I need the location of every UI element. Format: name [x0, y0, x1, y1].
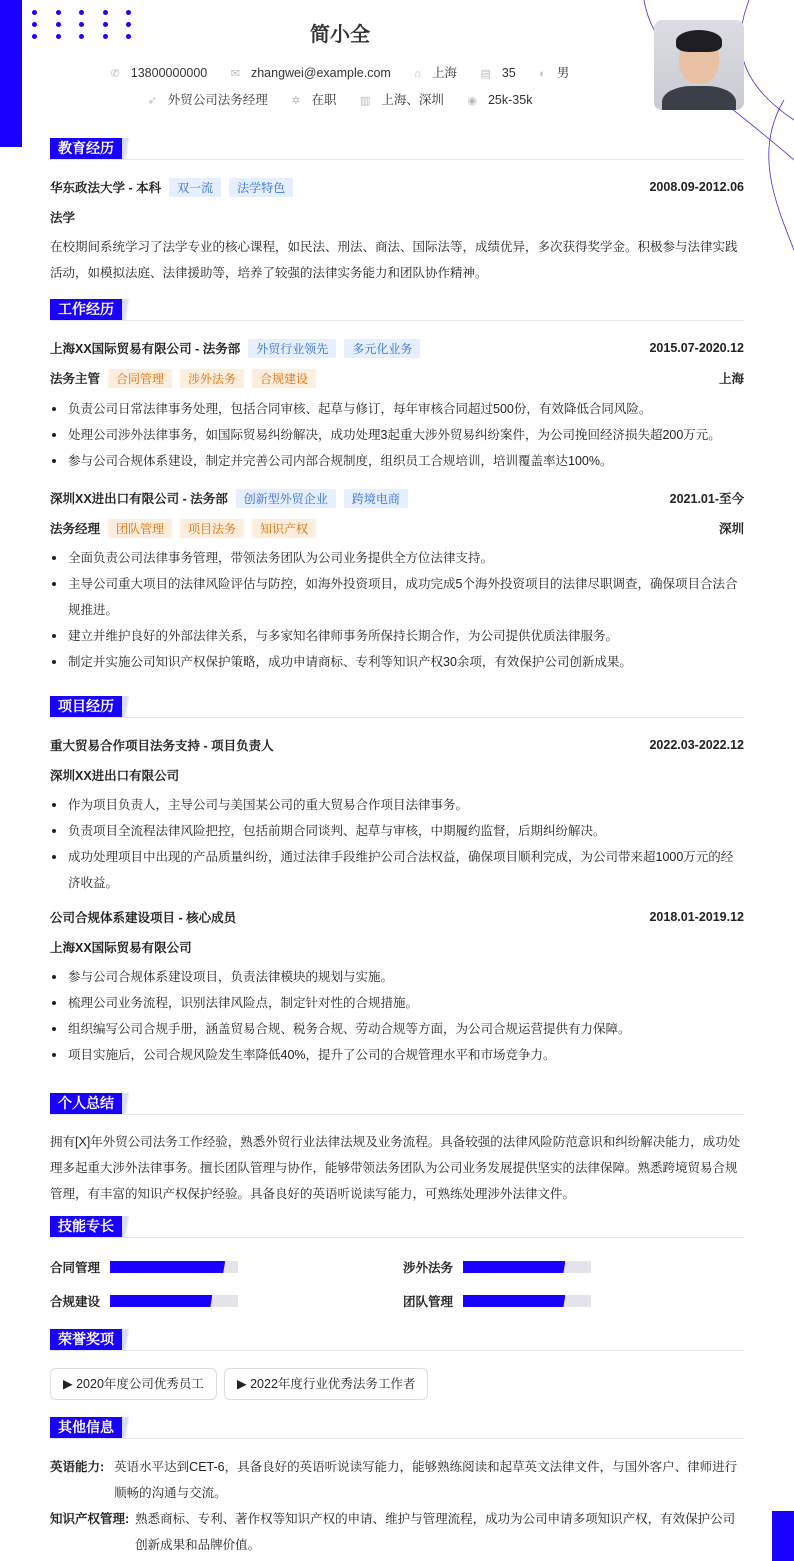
skill-name: 合同管理	[50, 1261, 101, 1275]
tag: 创新型外贸企业	[236, 489, 336, 508]
decor-bar-right	[772, 1511, 794, 1561]
list-item: 成功处理项目中出现的产品质量纠纷，通过法律手段维护公司合法权益，确保项目顺利完成，为公司带来超1000万元的经济收益。	[50, 844, 744, 896]
list-item: 负责项目全流程法律风险把控，包括前期合同谈判、起草与审核，中期履约监督，后期纠纷解决。	[50, 818, 744, 844]
section-projects	[50, 696, 744, 718]
summary-text: 拥有[X]年外贸公司法务工作经验，熟悉外贸行业法律法规及业务流程。具备较强的法律风险防范意识和纠纷解决能力，成功处理多起重大涉外法律事务。擅长团队管理与协作，能够带领法务团队为公司业务发展提供坚实的法律保障。熟悉跨境贸易合规管理，有丰富的知识产权保护经验。具备良好的英语听说读写能力，可熟练处理涉外法律文件。	[50, 1135, 741, 1201]
tag: 外贸行业领先	[248, 339, 336, 358]
other-item	[50, 1506, 744, 1558]
status: 在职	[311, 93, 337, 107]
email-icon: ✉	[230, 68, 240, 80]
salary-icon: ◉	[467, 95, 477, 107]
tag: 双一流	[169, 178, 221, 197]
status-icon: ✲	[291, 95, 301, 107]
section-awards	[50, 1329, 744, 1351]
list-item: 参与公司合规体系建设，制定并完善公司内部合规制度，组织员工合规培训，培训覆盖率达100%。	[50, 448, 744, 474]
tag: 项目法务	[180, 519, 244, 538]
skill-item	[403, 1292, 591, 1310]
date: 2008.09-2012.06	[649, 180, 744, 194]
project-company: 上海XX国际贸易有限公司	[50, 941, 192, 955]
list-item: 负责公司日常法律事务处理，包括合同审核、起草与修订，每年审核合同超过500份，有效降低合同风险。	[50, 396, 744, 422]
skill-bar	[110, 1261, 238, 1273]
tag: 知识产权	[252, 519, 316, 538]
skill-name: 团队管理	[403, 1295, 454, 1309]
email: zhangwei@example.com	[250, 66, 391, 80]
salary: 25k-35k	[487, 93, 533, 107]
list-item: 制定并实施公司知识产权保护策略，成功申请商标、专利等知识产权30余项，有效保护公司创新成果。	[50, 649, 744, 675]
tag: 跨境电商	[344, 489, 408, 508]
skill-bar	[463, 1295, 591, 1307]
skill-bar-fill	[110, 1295, 212, 1307]
tag: 合规建设	[252, 369, 316, 388]
section-title: 项目经历	[50, 696, 122, 717]
tag: 多元化业务	[344, 339, 420, 358]
date: 2021.01-至今	[669, 492, 744, 506]
section-title: 个人总结	[50, 1093, 122, 1114]
city: 上海	[431, 66, 457, 80]
tag: 团队管理	[108, 519, 172, 538]
other-item	[50, 1454, 744, 1506]
list-item: 主导公司重大项目的法律风险评估与防控，如海外投资项目，成功完成5个海外投资项目的法律尽职调查，确保项目合法合规推进。	[50, 571, 744, 623]
gender: 男	[556, 66, 570, 80]
project-name: 重大贸易合作项目法务支持 - 项目负责人	[50, 739, 274, 753]
skill-bar-fill	[463, 1295, 565, 1307]
skill-bar	[110, 1295, 238, 1307]
job-intent-line	[0, 90, 680, 108]
skill-name: 涉外法务	[403, 1261, 454, 1275]
company: 上海XX国际贸易有限公司 - 法务部	[50, 342, 241, 356]
skill-item	[50, 1292, 238, 1310]
age: 35	[501, 66, 516, 80]
section-title: 教育经历	[50, 138, 122, 159]
section-skills	[50, 1216, 744, 1238]
major-row	[50, 207, 744, 227]
award-label: 2020年度公司优秀员工	[76, 1377, 204, 1391]
date: 2018.01-2019.12	[649, 910, 744, 924]
target-city: 上海、深圳	[381, 93, 444, 107]
triangle-icon: ▶	[63, 1377, 77, 1391]
project-bullets	[50, 964, 744, 1068]
award-label: 2022年度行业优秀法务工作者	[250, 1377, 416, 1391]
triangle-icon: ▶	[237, 1377, 251, 1391]
skill-item	[403, 1258, 591, 1276]
award-item	[224, 1368, 428, 1400]
list-item: 参与公司合规体系建设项目，负责法律模块的规划与实施。	[50, 964, 744, 990]
avatar	[654, 20, 744, 110]
project-company-row	[50, 765, 744, 785]
other-value: 熟悉商标、专利、著作权等知识产权的申请、维护与管理流程，成功为公司申请多项知识产权，有效保护公司创新成果和品牌价值。	[135, 1512, 736, 1552]
school: 华东政法大学 - 本科	[50, 181, 162, 195]
skill-bar-fill	[110, 1261, 225, 1273]
work-role	[50, 368, 744, 388]
list-item: 项目实施后，公司合规风险发生率降低40%，提升了公司的合规管理水平和市场竞争力。	[50, 1042, 744, 1068]
city: 上海	[718, 372, 744, 386]
gender-icon: ◐	[539, 68, 546, 80]
list-item: 作为项目负责人，主导公司与美国某公司的重大贸易合作项目法律事务。	[50, 792, 744, 818]
phone-icon: ✆	[110, 68, 120, 80]
education-desc: 在校期间系统学习了法学专业的核心课程，如民法、刑法、商法、国际法等，成绩优异，多次获得奖学金。积极参与法律实践活动，如模拟法庭、法律援助等，培养了较强的法律实务能力和团队协作精神。	[50, 240, 738, 280]
section-title: 工作经历	[50, 299, 122, 320]
tag: 合同管理	[108, 369, 172, 388]
skill-bar-fill	[463, 1261, 565, 1273]
tag: 法学特色	[229, 178, 293, 197]
section-title: 其他信息	[50, 1417, 122, 1438]
work-header	[50, 488, 744, 508]
home-icon: ⌂	[414, 68, 421, 80]
list-item: 处理公司涉外法律事务，如国际贸易纠纷解决，成功处理3起重大涉外贸易纠纷案件，为公司挽回经济损失超200万元。	[50, 422, 744, 448]
project-header	[50, 907, 744, 927]
section-title: 技能专长	[50, 1216, 122, 1237]
date: 2015.07-2020.12	[649, 341, 744, 355]
award-item	[50, 1368, 217, 1400]
list-item: 组织编写公司合规手册，涵盖贸易合规、税务合规、劳动合规等方面，为公司合规运营提供有力保障。	[50, 1016, 744, 1042]
work-role	[50, 518, 744, 538]
skill-bar	[463, 1261, 591, 1273]
project-company-row	[50, 937, 744, 957]
skill-item	[50, 1258, 238, 1276]
list-item: 全面负责公司法律事务管理，带领法务团队为公司业务提供全方位法律支持。	[50, 545, 744, 571]
candidate-name: 简小全	[310, 24, 370, 46]
job-title: 法务主管	[50, 372, 101, 386]
section-title: 荣誉奖项	[50, 1329, 122, 1350]
project-company: 深圳XX进出口有限公司	[50, 769, 180, 783]
date: 2022.03-2022.12	[649, 738, 744, 752]
company: 深圳XX进出口有限公司 - 法务部	[50, 492, 228, 506]
age-icon: ▤	[480, 68, 491, 80]
building-icon: ▥	[359, 95, 371, 107]
phone: 13800000000	[130, 66, 208, 80]
list-item: 梳理公司业务流程，识别法律风险点，制定针对性的合规措施。	[50, 990, 744, 1016]
other-value: 英语水平达到CET-6，具备良好的英语听说读写能力，能够熟练阅读和起草英文法律文件，与国外客户、律师进行顺畅的沟通与交流。	[114, 1460, 738, 1500]
major: 法学	[50, 211, 76, 225]
tag: 涉外法务	[180, 369, 244, 388]
send-icon: ➶	[147, 95, 157, 107]
skill-name: 合规建设	[50, 1295, 101, 1309]
contact-line	[0, 63, 680, 81]
work-bullets	[50, 545, 744, 675]
other-key: 知识产权管理:	[50, 1512, 130, 1526]
other-key: 英语能力:	[50, 1460, 105, 1474]
project-bullets	[50, 792, 744, 896]
project-header	[50, 735, 744, 755]
work-header	[50, 338, 744, 358]
education-header	[50, 177, 744, 197]
section-work	[50, 299, 744, 321]
section-other	[50, 1417, 744, 1439]
work-bullets	[50, 396, 744, 474]
project-name: 公司合规体系建设项目 - 核心成员	[50, 911, 237, 925]
job-title: 法务经理	[50, 522, 101, 536]
section-education	[50, 138, 744, 160]
section-summary	[50, 1093, 744, 1115]
position: 外贸公司法务经理	[167, 93, 268, 107]
list-item: 建立并维护良好的外部法律关系，与多家知名律师事务所保持长期合作，为公司提供优质法律服务。	[50, 623, 744, 649]
city: 深圳	[718, 522, 744, 536]
